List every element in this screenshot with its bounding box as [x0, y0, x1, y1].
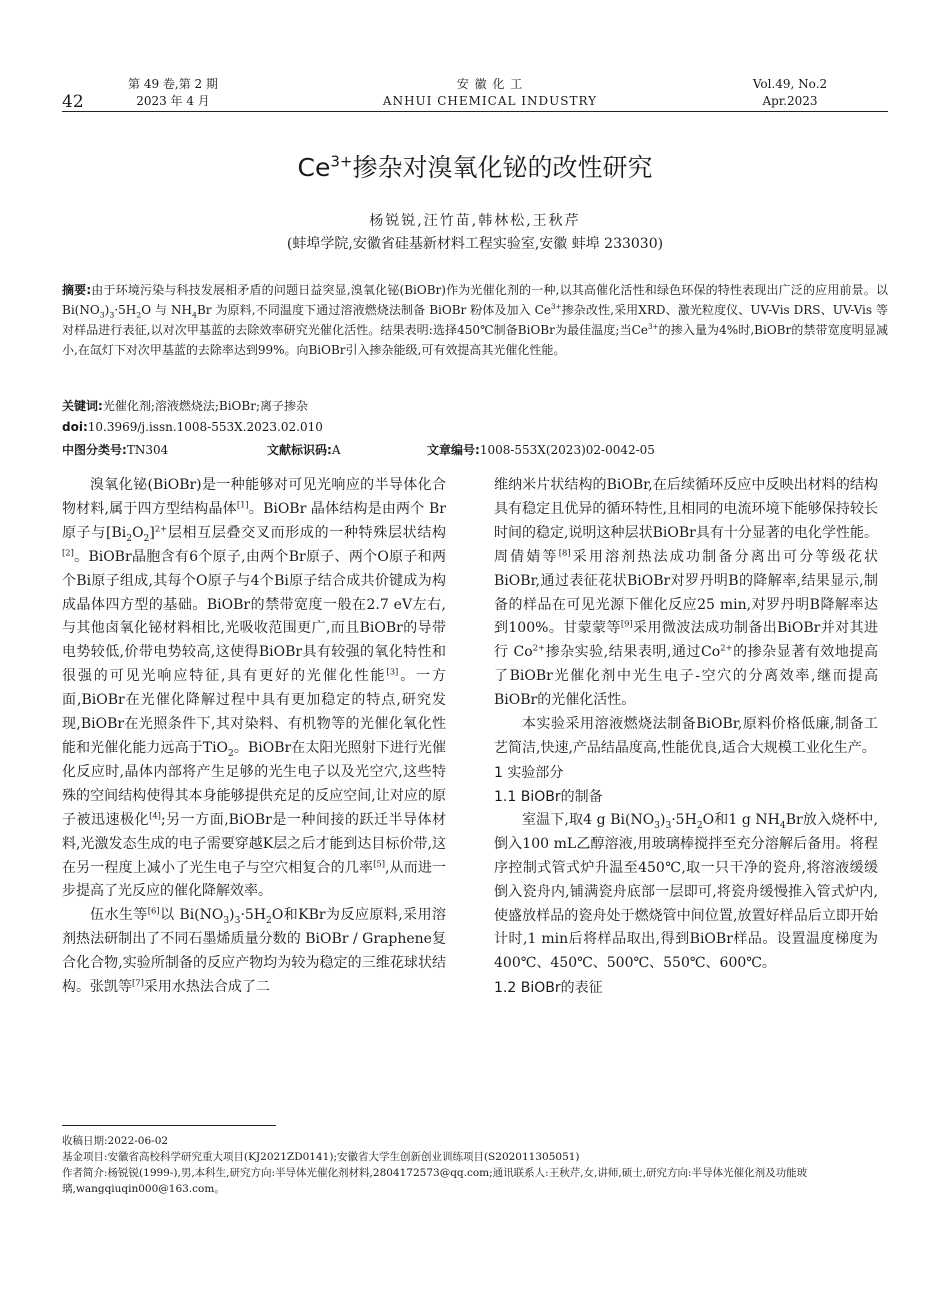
text-run: 掺杂实验,结果表明,通过Co — [545, 644, 721, 661]
paragraph — [62, 474, 446, 904]
classification-line — [62, 440, 888, 460]
received-date: 收稿日期:2022-06-02 — [62, 1135, 169, 1147]
text-run: ) — [229, 907, 235, 924]
abstract-text: 掺杂改性,采用XRD、激光粒度仪、UV-Vis DRS、UV-Vis 等对样品进行表征,以对次甲基蓝的去除效率研究光催化活性。结果表明:选择450℃制备BiOBr为最佳温度;当Ce — [62, 303, 888, 337]
subscript: 3 — [234, 916, 241, 927]
section-heading-1: 1 实验部分 — [494, 764, 564, 781]
keywords-label: 关键词: — [62, 399, 103, 413]
page-number: 42 — [62, 92, 84, 112]
citation[interactable]: [5] — [373, 857, 385, 868]
citation[interactable]: [3] — [386, 666, 399, 677]
title-superscript: 3+ — [330, 152, 353, 171]
citation[interactable]: [2] — [62, 547, 74, 558]
abstract-text: 的掺入量为4%时,BiOBr的禁带宽度明显减小,在氙灯下对次甲基蓝的去除率达到99%。向BiOBr引入掺杂能级,可有效提高其光催化性能。 — [62, 323, 888, 357]
article-number-label: 文章编号: — [427, 443, 480, 457]
abstract-sup: 3+ — [550, 302, 562, 311]
text-run: O — [132, 524, 144, 541]
paragraph: 本实验采用溶液燃烧法制备BiOBr,原料价格低廉,制备工艺简洁,快速,产品结晶度高,性能优良,适合大规模工业化生产。 — [494, 716, 878, 756]
title-prefix: Ce — [297, 153, 331, 182]
paragraph — [494, 474, 878, 713]
subscript: 2 — [126, 533, 133, 544]
abstract-text: ) — [104, 303, 110, 317]
affiliation: (蚌埠学院,安徽省硅基新材料工程实验室,安徽 蚌埠 233030) — [286, 236, 664, 252]
subscript: 2 — [266, 916, 272, 927]
subscript: 2 — [228, 748, 234, 759]
header-journal — [360, 76, 620, 110]
citation[interactable]: [8] — [558, 547, 571, 558]
superscript: 2+ — [532, 642, 546, 653]
citation[interactable]: [1] — [236, 499, 249, 510]
text-run: ) — [659, 811, 666, 828]
text-run: 采用水热法合成了二 — [143, 979, 270, 996]
text-run: 。BiOBr 晶体结构是由两个 Br原子与[Bi — [62, 500, 446, 541]
text-run: 。BiOBr在太阳光照射下进行光催化反应时,晶体内部将产生足够的光生电子以及光空穴,这些特殊的空间结构使得其本身能够提供充足的反应空间,让对应的原子被迅速极化 — [62, 739, 446, 828]
text-run: ·5H — [671, 811, 697, 828]
superscript: 2+ — [154, 523, 168, 534]
keywords — [62, 396, 888, 416]
text-run: O和1 g NH — [702, 811, 780, 828]
paper-title — [62, 148, 888, 184]
text-run: ,从而进一步提高了光反应的催化降解效率。 — [62, 859, 446, 900]
clc-value: TN304 — [126, 443, 169, 457]
subscript: 2 — [143, 533, 150, 544]
abstract-label: 摘要: — [62, 283, 92, 297]
paragraph — [62, 904, 446, 1000]
doi-label: doi: — [62, 420, 88, 434]
abstract-sub: 3 — [99, 310, 105, 320]
text-run: 伍水生等 — [90, 907, 148, 924]
funding-note: 基金项目:安徽省高校科学研究重大项目(KJ2021ZD0141);安徽省大学生创新创业训练项目(S202011305051) — [62, 1151, 580, 1163]
date-en: Apr.2023 — [762, 94, 818, 108]
keywords-text: 光催化剂;溶液燃烧法;BiOBr;离子掺杂 — [102, 399, 308, 413]
text-run: 室温下,取4 g Bi(NO — [522, 811, 655, 828]
footnote-rule — [62, 1125, 276, 1126]
text-run: ;另一方面,BiOBr是一种间接的跃迁半导体材料,光激发态生成的电子需要穿越K层之后才能到达目标价带,这在另一程度上减小了光生电子与空穴相复合的几率 — [62, 811, 447, 876]
header-rule — [62, 111, 888, 112]
subscript: 4 — [779, 820, 786, 831]
journal-name-cn: 安 徽 化 工 — [456, 77, 524, 91]
author-bio: 作者简介:杨锐锐(1999-),男,本科生,研究方向:半导体光催化剂材料,2804172573@qq.com;通讯联系人:王秋芹,女,讲师,硕士,研究方向:半导体光催化剂及功能玻璃,wangqiuqin000@163.com。 — [62, 1167, 808, 1195]
text-run: Br放入烧杯中,倒入100 mL乙醇溶液,用玻璃棒搅拌至充分溶解后备用。将程序控制式管式炉升温至450℃,取一只干净的瓷舟,将溶液缓缓倒入瓷舟内,铺满瓷舟底部一层即可,将瓷舟缓慢推入管式炉内,使盛放样品的瓷舟处于燃烧管中间位置,放置好样品后立即开始计时,1 min后将样品取出,得到BiOBr样品。设置温度梯度为400℃、450℃、500℃、550℃、600℃。 — [494, 811, 878, 972]
abstract-sub: 4 — [191, 310, 197, 320]
title-rest: 掺杂对溴氧化铋的改性研究 — [352, 153, 653, 182]
superscript: 2+ — [720, 642, 733, 653]
doc-code-label: 文献标识码: — [267, 443, 332, 457]
header-issue — [118, 76, 228, 110]
text-run: 以 Bi(NO — [159, 907, 224, 924]
clc-label: 中图分类号: — [62, 443, 127, 457]
section-heading-1-1: 1.1 BiOBr的制备 — [494, 788, 603, 805]
citation[interactable]: [9] — [620, 618, 633, 629]
abstract-text: Br 为原料,不同温度下通过溶液燃烧法制备 BiOBr 粉体及加入 Ce — [196, 303, 551, 317]
citation[interactable]: [7] — [132, 977, 144, 988]
text-run: 。一方面,BiOBr在光催化降解过程中具有更加稳定的特点,研究发现,BiOBr在光照条件下,其对染料、有机物等的光催化氧化性能和光催化能力远高于TiO — [62, 668, 447, 756]
subscript: 2 — [696, 820, 703, 831]
text-run: ·5H — [240, 907, 267, 924]
journal-name-en: ANHUI CHEMICAL INDUSTRY — [382, 94, 598, 108]
citation[interactable]: [6] — [147, 905, 160, 916]
left-column — [62, 474, 446, 1000]
text-run: 采用溶剂热法成功制备分离出可分等级花状 BiOBr,通过表征花状BiOBr对罗丹明B的降解率,结果显示,制备的样品在可见光源下催化反应25 min,对罗丹明B降解率达到100%。甘蒙蒙等 — [494, 548, 879, 637]
abstract-text: 由于环境污染与科技发展相矛盾的问题日益突显,溴氧化铋(BiOBr)作为光催化剂的一种,以其高催化活性和绿色环保的特性表现出广泛的应用前景。以 Bi(NO — [62, 283, 888, 317]
right-column — [494, 474, 878, 1000]
subscript: 3 — [665, 820, 672, 831]
date-cn: 2023 年 4 月 — [136, 94, 210, 108]
abstract-text: O 与 NH — [141, 303, 192, 317]
subscript: 3 — [223, 916, 230, 927]
abstract-sub: 2 — [136, 310, 142, 320]
citation[interactable]: [4] — [149, 810, 161, 821]
abstract-sub: 3 — [109, 310, 115, 320]
doi — [62, 417, 888, 437]
header-volume-en — [730, 76, 850, 110]
footnotes — [62, 1133, 888, 1197]
text-run: O和KBr为反应原料,采用溶剂热法研制出了不同石墨烯质量分数的 BiOBr / Graphene复合化合物,实验所制备的反应产物均为较为稳定的三维花球状结构。张凯等 — [62, 907, 447, 996]
authors: 杨锐锐,汪竹苗,韩林松,王秋芹 — [369, 213, 581, 229]
text-run: 维纳米片状结构的BiOBr,在后续循环反应中反映出材料的结构具有稳定且优异的循环特性,且相同的电流环境下能够保持较长时间的稳定,说明这种层状BiOBr具有十分显著的电化学性能。周倩婧等 — [494, 477, 878, 565]
abstract-sup: 3+ — [647, 322, 659, 331]
text-run: 的掺杂显著有效地提高了BiOBr光催化剂中光生电子-空穴的分离效率,继而提高BiOBr的光催化活性。 — [494, 644, 879, 709]
volume-en: Vol.49, No.2 — [752, 77, 828, 91]
paragraph — [494, 809, 878, 976]
text-run: 采用微波法成功制备出BiOBr并对其进行 Co — [494, 620, 878, 661]
subscript: 3 — [654, 820, 660, 831]
abstract-text: ·5H — [114, 303, 137, 317]
text-run: 层相互层叠交叉而形成的一种特殊层状结构 — [167, 524, 447, 541]
text-run: ] — [149, 524, 155, 541]
abstract — [62, 280, 888, 360]
section-heading-1-2: 1.2 BiOBr的表征 — [494, 980, 603, 997]
text-run: 溴氧化铋(BiOBr)是一种能够对可见光响应的半导体化合物材料,属于四方型结构晶体 — [62, 477, 446, 517]
volume-issue: 第 49 卷,第 2 期 — [128, 77, 218, 91]
doc-code-value: A — [331, 443, 341, 457]
text-run: 。BiOBr晶胞含有6个原子,由两个Br原子、两个O原子和两个Bi原子组成,其每个O原子与4个Bi原子结合成共价键成为构成晶体四方型的基础。BiOBr的禁带宽度一般在2.7 eV左右,与其他卤氧化铋材料相比,光吸收范围更广,而且BiOBr的导带电势较低,价带电势较高,这使得BiOBr具有较强的氧化特性和很强的可见光响应特征,具有更好的光催化性能 — [62, 548, 446, 685]
article-number-value: 1008-553X(2023)02-0042-05 — [479, 443, 655, 457]
doi-value[interactable]: 10.3969/j.issn.1008-553X.2023.02.010 — [87, 420, 323, 434]
